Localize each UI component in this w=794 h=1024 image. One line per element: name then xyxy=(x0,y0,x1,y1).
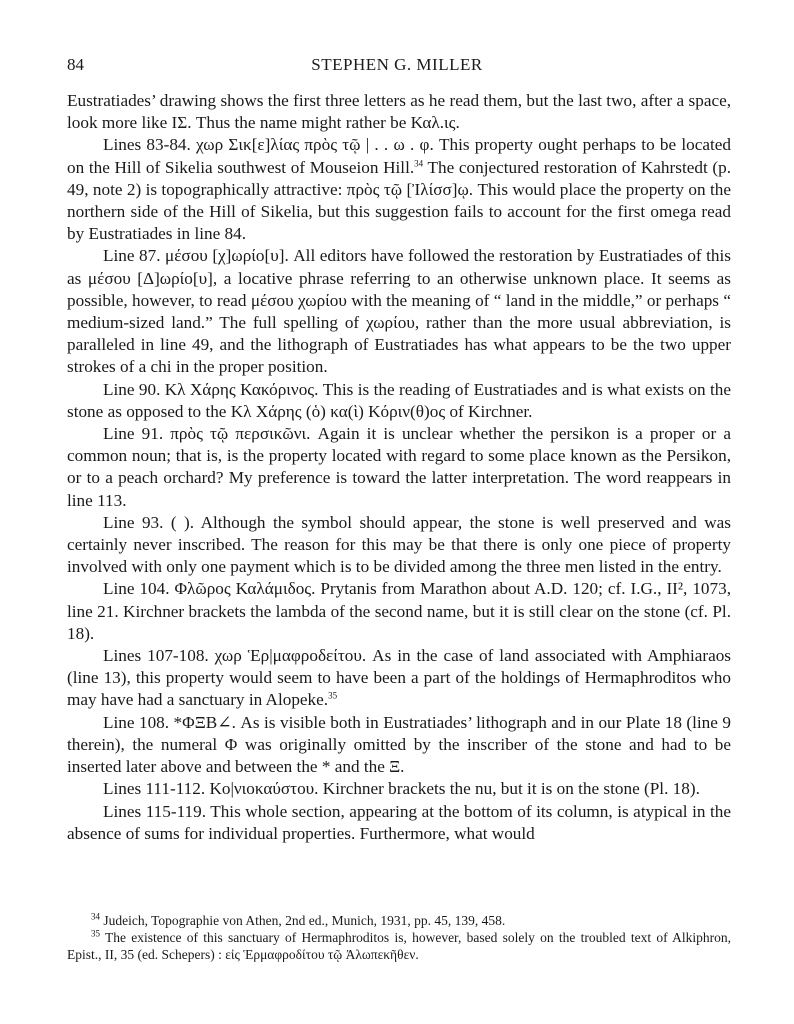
footnote-ref-34: 34 xyxy=(414,157,424,168)
page-number: 84 xyxy=(67,55,84,74)
article-body xyxy=(67,90,731,845)
footnotes xyxy=(67,912,731,963)
paragraph-line-87: Line 87. μέσου [χ]ωρίο[υ]. All editors have followed the restoration by Eustratiades of this as μέσου [Δ]ωρίο[υ], a locative phrase referring to an otherwise unknown place. It seems as possible, however, to read μέσου χωρίου with the meaning of “ land in the middle,” or perhaps “ medium-sized land.” The full spelling of χωρίου, rather than the more usual abbreviation, is paralleled in line 49, and the lithograph of Eustratiades has what appears to be the two upper strokes of a chi in the proper position. xyxy=(67,246,731,377)
paragraph-line-90: Line 90. Κλ Χάρης Κακόρινος. This is the reading of Eustratiades and is what exists on the stone as opposed to the Κλ Χάρης (ὁ) κα(ὶ) Κόριν(θ)ος of Kirchner. xyxy=(67,379,731,421)
running-head: STEPHEN G. MILLER xyxy=(311,55,483,74)
paragraph-line-93: Line 93. ( ). Although the symbol should appear, the stone is well preserved and was certainly never inscribed. The reason for this may be that there is only one piece of property involved with only one payment which is to be divided among the three men listed in the entry. xyxy=(67,512,731,577)
paragraph-lines-83-84: Lines 83-84. χωρ Σικ[ε]λίας πρὸς τῷ | . . ω . φ. This property ought perhaps to be located on the Hill of Sikelia southwest of Mouseion Hill.$^{34}$ The conjectured restoration of Kahrstedt (p. 49, note 2) is topographically attractive: πρὸς τῷ [Ἰλίσσ]ῳ. This would place the property on the northern side of the Hill of Sikelia, but this suggestion fails to account for the first omega read by Eustratiades in line 84. xyxy=(67,135,731,244)
paragraph-lines-115-119: Lines 115-119. This whole section, appearing at the bottom of its column, is atypical in the absence of sums for individual properties. Furthermore, what would xyxy=(67,801,731,843)
paragraph-line-91: Line 91. πρὸς τῷ περσικῶνι. Again it is unclear whether the persikon is a proper or a common noun; that is, is the property located with regard to some place known as the Persikon, or to a peach orchard? My preference is toward the latter interpretation. The word reappears in line 113. xyxy=(67,424,731,510)
footnote-ref-35: 35 xyxy=(328,690,338,701)
footnote-35: $^{35}$ The existence of this sanctuary of Hermaphroditos is, however, based solely on the troubled text of Alkiphron, Epist., II, 35 (ed. Schepers) : εἰς Ἑρμαφροδίτου τῷ Ἀλωπεκῆθεν. xyxy=(67,928,731,962)
page-header xyxy=(67,55,727,79)
footnote-34: $^{34}$ Judeich, Topographie von Athen, 2nd ed., Munich, 1931, pp. 45, 139, 458. xyxy=(91,911,506,928)
paragraph-1: Eustratiades’ drawing shows the first three letters as he read them, but the last two, after a space, look more like ΙΣ. Thus the name might rather be Καλ.ις. xyxy=(67,91,731,133)
paragraph-line-104: Line 104. Φλῶρος Καλάμιδος. Prytanis from Marathon about A.D. 120; cf. I.G., II², 1073, line 21. Kirchner brackets the lambda of the second name, but it is still clear on the stone (cf. Pl. 18). xyxy=(67,579,731,643)
paragraph-lines-111-112: Lines 111-112. Κο|νιοκαύστου. Kirchner brackets the nu, but it is on the stone (Pl. 18). xyxy=(103,779,700,799)
paragraph-line-108: Line 108. *ΦΞΒ∠. As is visible both in Eustratiades’ lithograph and in our Plate 18 (line 9 therein), the numeral Φ was originally omitted by the inscriber of the stone and had to be inserted later above and between the * and the Ξ. xyxy=(67,712,731,777)
paragraph-lines-107-108: Lines 107-108. χωρ Ἑρ|μαφροδείτου. As in the case of land associated with Amphiaraos (line 13), this property would seem to have been a part of the holdings of Hermaphroditos who may have had a sanctuary in Alopeke.$^{35}$ xyxy=(67,646,731,710)
